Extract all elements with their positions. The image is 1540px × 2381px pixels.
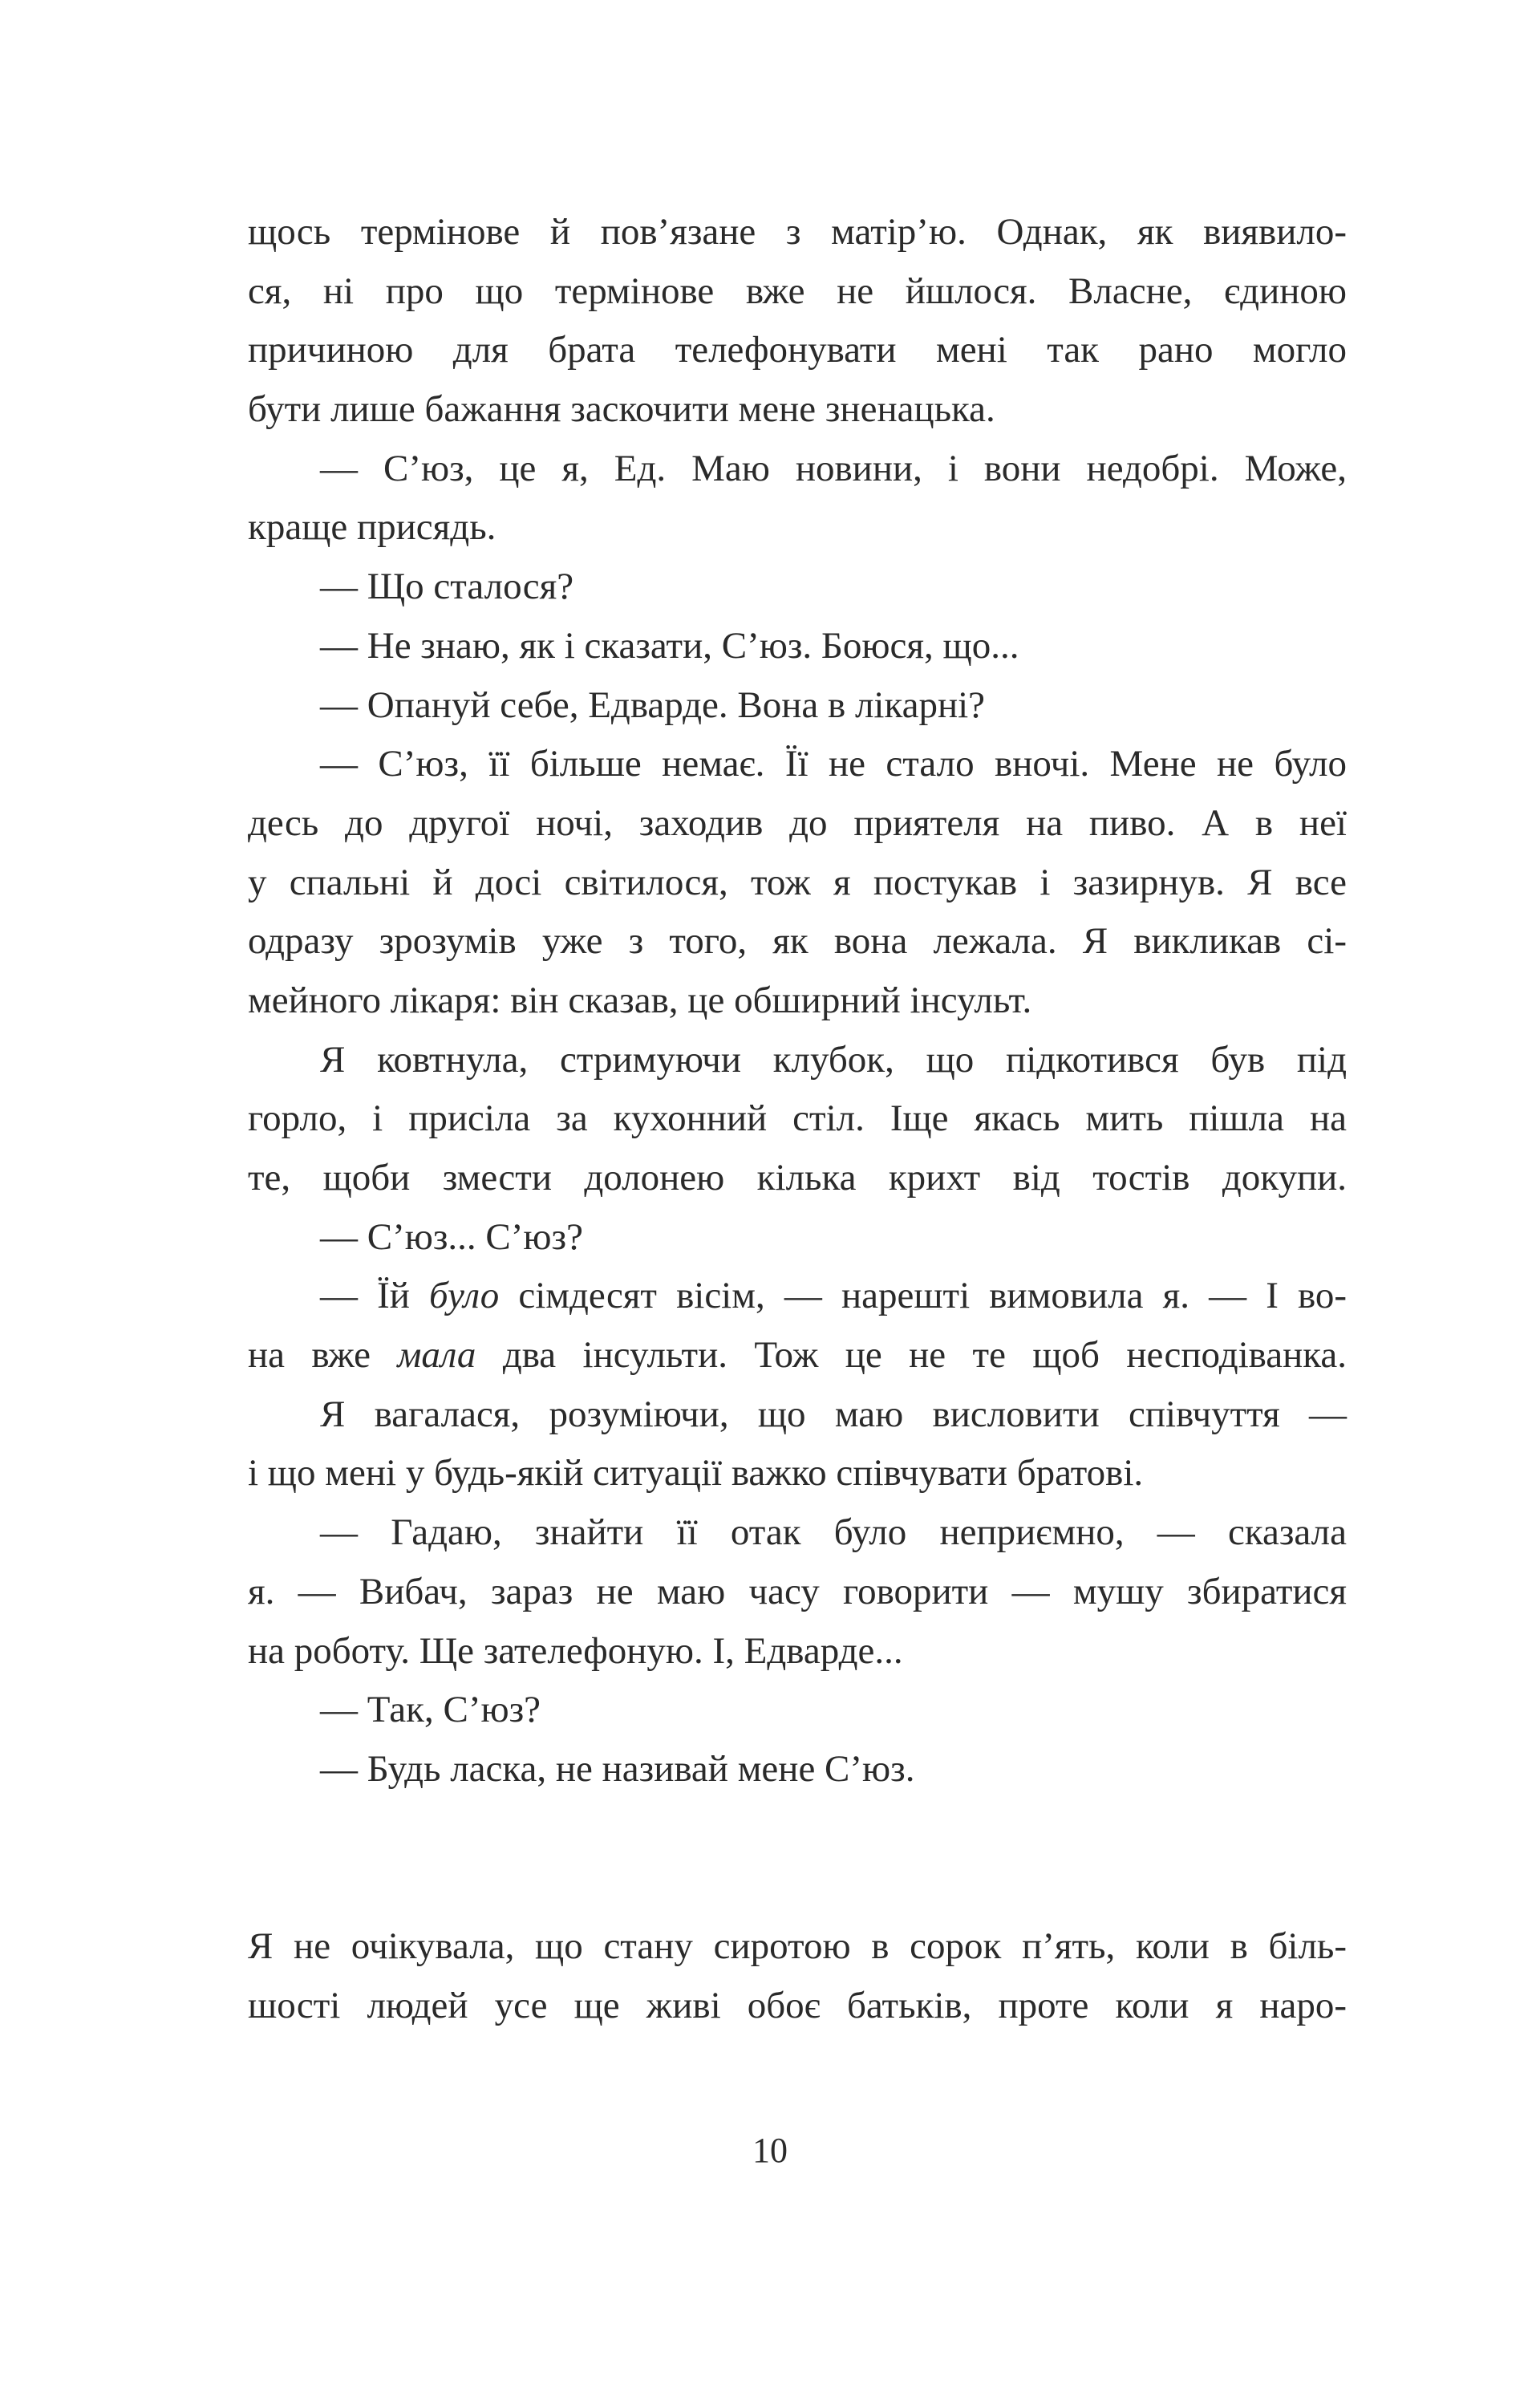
text-segment: Я вагалася, розуміючи, що маю висловити співчуття — xyxy=(320,1393,1347,1435)
text-line xyxy=(248,676,1347,736)
text-segment: я. — Вибач, зараз не маю часу говорити — мушу збиратися xyxy=(248,1570,1347,1612)
text-line xyxy=(248,1031,1347,1090)
text-segment: Я не очікувала, що стану сиротою в сорок п’ять, коли в біль- xyxy=(248,1925,1347,1967)
text-line xyxy=(248,794,1347,854)
text-line xyxy=(248,262,1347,322)
text-segment: мейного лікаря: він сказав, це обширний інсульт. xyxy=(248,979,1032,1021)
text-line xyxy=(248,1208,1347,1268)
text-segment: ся, ні про що термінове вже не йшлося. Власне, єдиною xyxy=(248,270,1347,312)
text-line xyxy=(248,854,1347,913)
text-segment: краще присядь. xyxy=(248,506,496,549)
text-segment: — Не знаю, як і сказати, С’юз. Боюся, що... xyxy=(320,624,1019,667)
text-line xyxy=(248,321,1347,380)
text-line xyxy=(248,558,1347,617)
text-segment: — Їй xyxy=(320,1275,430,1317)
text-line xyxy=(248,1149,1347,1208)
text-line xyxy=(248,1267,1347,1326)
text-line xyxy=(248,912,1347,971)
text-segment: десь до другої ночі, заходив до приятеля на пиво. А в неї xyxy=(248,801,1347,844)
text-segment: — С’юз, її більше немає. Її не стало вночі. Мене не було xyxy=(320,743,1347,785)
text-segment: шості людей усе ще живі обоє батьків, проте коли я наро- xyxy=(248,1984,1347,2026)
text-segment: — Будь ласка, не називай мене С’юз. xyxy=(320,1747,915,1790)
text-line xyxy=(248,1917,1347,1977)
blank-line xyxy=(248,1799,1347,1859)
text-segment: сімдесят вісім, — нарешті вимовила я. — І во- xyxy=(499,1275,1347,1317)
text-line xyxy=(248,203,1347,262)
text-segment: — С’юз, це я, Ед. Маю новини, і вони недобрі. Може, xyxy=(320,447,1347,489)
text-segment: у спальні й досі світилося, тож я постукав і зазирнув. Я все xyxy=(248,861,1347,903)
italic-text: мала xyxy=(397,1334,476,1377)
text-segment: два інсульти. Тож це не те щоб несподіванка. xyxy=(476,1334,1347,1377)
text-segment: — Що сталося? xyxy=(320,566,574,608)
text-segment: бути лише бажання заскочити мене зненацька. xyxy=(248,388,995,431)
text-segment: горло, і присіла за кухонний стіл. Іще якась мить пішла на xyxy=(248,1097,1347,1140)
text-segment: Я ковтнула, стримуючи клубок, що підкотився був під xyxy=(320,1038,1347,1081)
text-line xyxy=(248,1326,1347,1385)
text-line xyxy=(248,617,1347,676)
text-line xyxy=(248,1977,1347,2036)
text-line xyxy=(248,1563,1347,1622)
text-line xyxy=(248,498,1347,558)
text-segment: — Гадаю, знайти її отак було неприємно, — сказала xyxy=(320,1511,1347,1554)
page-body-text xyxy=(248,203,1347,2035)
blank-line xyxy=(248,1858,1347,1917)
text-line xyxy=(248,1740,1347,1799)
text-line xyxy=(248,735,1347,794)
text-segment: на роботу. Ще зателефоную. І, Едварде... xyxy=(248,1629,903,1672)
text-segment: щось термінове й пов’язане з матір’ю. Однак, як виявило- xyxy=(248,211,1347,253)
text-line xyxy=(248,440,1347,499)
text-line xyxy=(248,380,1347,440)
text-segment: те, щоби змести долонею кілька крихт від тостів докупи. xyxy=(248,1157,1347,1199)
text-line xyxy=(248,1622,1347,1681)
text-line xyxy=(248,971,1347,1031)
text-segment: — С’юз... С’юз? xyxy=(320,1215,583,1258)
text-segment: на вже xyxy=(248,1334,398,1377)
text-line xyxy=(248,1089,1347,1149)
text-segment: і що мені у будь-якій ситуації важко співчувати братові. xyxy=(248,1452,1144,1495)
text-line xyxy=(248,1681,1347,1740)
text-segment: причиною для брата телефонувати мені так рано могло xyxy=(248,329,1347,371)
text-segment: — Так, С’юз? xyxy=(320,1689,541,1731)
italic-text: було xyxy=(429,1275,500,1317)
page-number: 10 xyxy=(752,2131,788,2170)
text-line xyxy=(248,1385,1347,1445)
text-line xyxy=(248,1444,1347,1503)
text-line xyxy=(248,1503,1347,1563)
text-segment: — Опануй себе, Едварде. Вона в лікарні? xyxy=(320,683,986,726)
text-segment: одразу зрозумів уже з того, як вона лежала. Я викликав сі- xyxy=(248,920,1347,963)
